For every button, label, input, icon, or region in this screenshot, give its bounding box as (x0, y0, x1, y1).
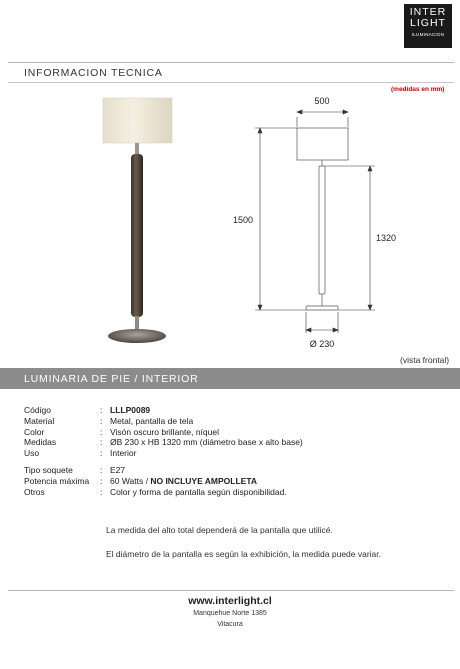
spec-separator: : (100, 405, 103, 415)
category-band (0, 368, 460, 389)
spec-separator: : (100, 486, 103, 497)
spec-row-measures (24, 437, 303, 448)
spec-row-color (24, 427, 303, 438)
spec-value: Color y forma de pantalla según disponibilidad. (110, 486, 287, 497)
spec-row-socket (24, 465, 303, 476)
lamp-stem (135, 316, 139, 331)
spec-label: Otros (24, 486, 45, 497)
category-title: LUMINARIA DE PIE / INTERIOR (24, 373, 199, 385)
spec-row-other (24, 487, 303, 498)
spec-row-material (24, 416, 303, 427)
spec-value: Interior (110, 448, 137, 459)
spec-value-bold: NO INCLUYE AMPOLLETA (150, 475, 258, 486)
spec-value: E27 (110, 464, 126, 475)
spec-value: Metal, pantalla de tela (110, 415, 194, 426)
logo-line-3: ILUMINACION (411, 32, 445, 37)
spec-value: Visón oscuro brillante, níquel (110, 426, 219, 437)
dim-base-diameter: Ø 230 (309, 339, 335, 349)
logo-line-2: LIGHT (410, 17, 446, 29)
note-height: La medida del alto total dependerá de la pantalla que utilicé. (106, 525, 333, 535)
dimension-lines (255, 110, 375, 333)
technical-drawing (297, 128, 348, 310)
spec-value: LLLP0089 (110, 405, 151, 415)
footer-divider (8, 590, 454, 591)
spec-value: ØB 230 x HB 1320 mm (diámetro base x alto base) (110, 437, 303, 448)
lamp-base (108, 329, 166, 343)
spec-label: Tipo soquete (24, 464, 73, 475)
spec-separator: : (100, 437, 103, 448)
spec-label: Potencia máxima (24, 475, 90, 486)
dim-base-height: 1320 (376, 233, 397, 243)
spec-separator: : (100, 426, 103, 437)
section-title: INFORMACION TECNICA (24, 67, 163, 79)
drawing-pole (319, 166, 325, 294)
lamp-pole (131, 154, 143, 317)
spec-row-power (24, 476, 303, 487)
note-diameter: El diámetro de la pantalla es según la exhibición, la medida puede variar. (106, 549, 382, 559)
spec-value: 60 Watts / (110, 475, 148, 486)
footer-city: Vitacura (217, 621, 243, 628)
spec-separator: : (100, 448, 103, 459)
spec-label: Medidas (24, 437, 57, 448)
spec-table (24, 405, 303, 497)
lamp-shade (103, 98, 172, 143)
website-link[interactable]: www.interlight.cl (188, 595, 272, 607)
drawing-shade (297, 128, 348, 160)
lamp-neck (135, 143, 139, 155)
spec-label: Uso (24, 448, 40, 459)
spec-row-use (24, 448, 303, 459)
drawing-base (306, 306, 338, 310)
spec-label: Color (24, 426, 45, 437)
view-label: (vista frontal) (400, 355, 450, 365)
logo-line-1: INTER (409, 6, 447, 18)
spec-label: Material (24, 415, 55, 426)
units-note: (medidas en mm) (391, 86, 445, 93)
spec-separator: : (100, 464, 103, 475)
spec-separator: : (100, 415, 103, 426)
lamp-photo (103, 98, 172, 343)
spec-label: Código (24, 405, 51, 415)
spec-separator: : (100, 475, 103, 486)
spec-row-code (24, 405, 303, 416)
footer-address: Manquehue Norte 1385 (193, 610, 267, 617)
dim-shade-width: 500 (314, 96, 330, 106)
dim-total-height: 1500 (233, 215, 254, 225)
